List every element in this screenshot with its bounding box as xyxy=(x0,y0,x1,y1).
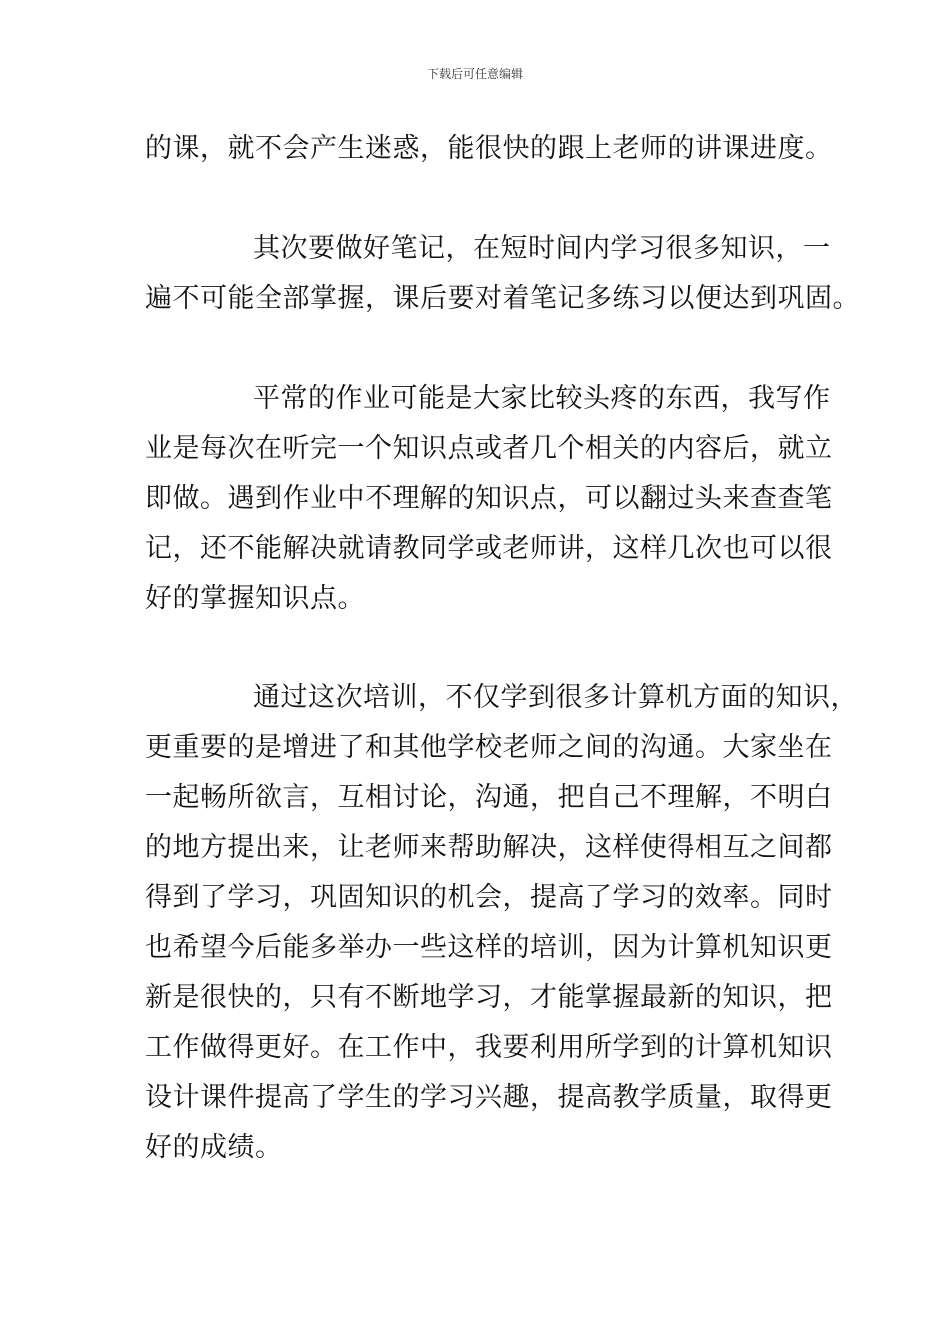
paragraph-3-line-3: 即做。遇到作业中不理解的知识点，可以翻过头来查查笔 xyxy=(145,483,833,514)
paragraph-4-line-3: 一起畅所欲言，互相讨论，沟通，把自己不理解，不明白 xyxy=(145,782,833,813)
paragraph-4-line-7: 新是很快的，只有不断地学习，才能掌握最新的知识，把 xyxy=(145,982,833,1013)
paragraph-3-line-1: 平常的作业可能是大家比较头疼的东西，我写作 xyxy=(253,383,831,414)
page-header: 下载后可任意编辑 xyxy=(426,67,523,81)
paragraph-1-line-1: 的课，就不会产生迷惑，能很快的跟上老师的讲课进度。 xyxy=(145,133,833,164)
paragraph-2-line-1: 其次要做好笔记，在短时间内学习很多知识，一 xyxy=(253,233,831,264)
paragraph-4-line-5: 得到了学习，巩固知识的机会，提高了学习的效率。同时 xyxy=(145,882,833,913)
paragraph-4-line-1: 通过这次培训，不仅学到很多计算机方面的知识， xyxy=(253,682,858,713)
paragraph-4-line-8: 工作做得更好。在工作中，我要利用所学到的计算机知识 xyxy=(145,1032,833,1063)
paragraph-4-line-6: 也希望今后能多举办一些这样的培训，因为计算机知识更 xyxy=(145,932,833,963)
paragraph-4-line-9: 设计课件提高了学生的学习兴趣，提高教学质量，取得更 xyxy=(145,1082,833,1113)
paragraph-4-line-4: 的地方提出来，让老师来帮助解决，这样使得相互之间都 xyxy=(145,832,833,863)
paragraph-2-line-2: 遍不可能全部掌握，课后要对着笔记多练习以便达到巩固。 xyxy=(145,283,860,314)
paragraph-3-line-4: 记，还不能解决就请教同学或老师讲，这样几次也可以很 xyxy=(145,533,833,564)
paragraph-4-line-10: 好的成绩。 xyxy=(145,1132,283,1163)
paragraph-3-line-2: 业是每次在听完一个知识点或者几个相关的内容后，就立 xyxy=(145,433,833,464)
paragraph-3-line-5: 好的掌握知识点。 xyxy=(145,583,365,614)
paragraph-4-line-2: 更重要的是增进了和其他学校老师之间的沟通。大家坐在 xyxy=(145,732,833,763)
